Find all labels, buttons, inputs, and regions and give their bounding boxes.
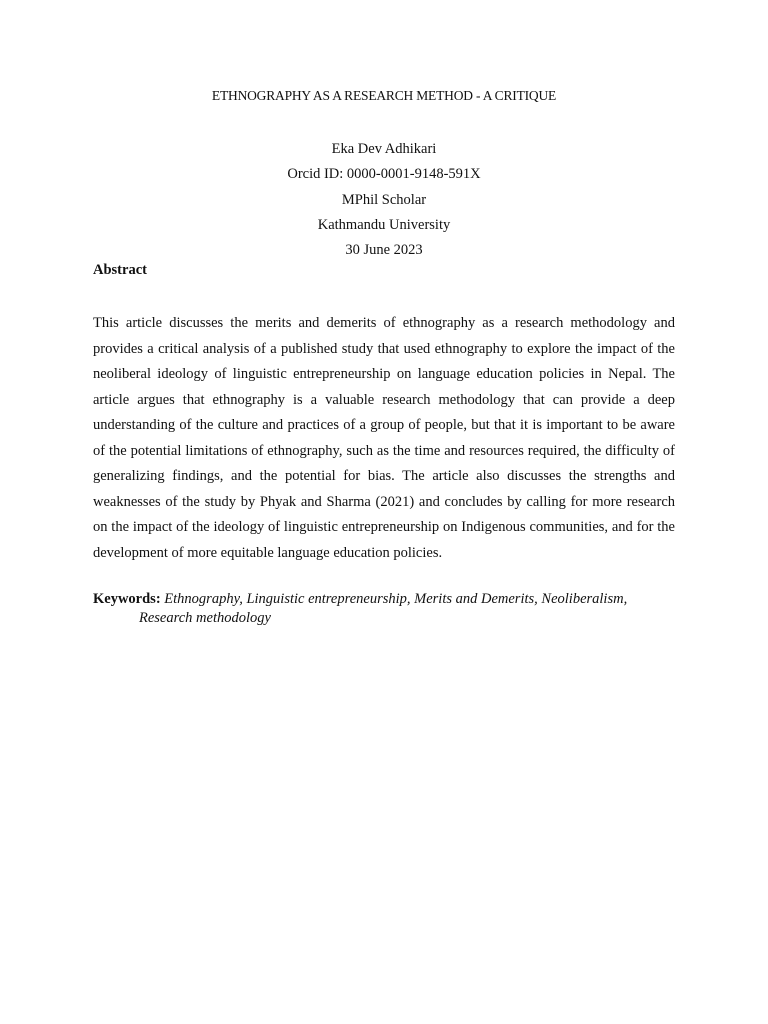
keywords-section	[93, 590, 675, 628]
keywords-list: Ethnography, Linguistic entrepreneurship, Merits and Demerits, Neoliberalism, Research methodology	[139, 591, 628, 626]
keywords-label: Keywords:	[93, 591, 161, 607]
paper-title: ETHNOGRAPHY AS A RESEARCH METHOD - A CRITIQUE	[211, 88, 557, 103]
author-block	[0, 137, 768, 263]
abstract-body: This article discusses the merits and demerits of ethnography as a research methodology and provides a critical analysis of a published study that used ethnography to explore the impact of the neoliberal ideology of linguistic entrepreneurship on language education policies in Nepal. The article argues that ethnography is a valuable research methodology that can provide a deep understanding of the culture and practices of a group of people, but that it is important to be aware of the potential limitations of ethnography, such as the time and resources required, the difficulty of generalizing findings, and the potential for bias. The article also discusses the strengths and weaknesses of the study by Phyak and Sharma (2021) and concludes by calling for more research on the impact of the ideology of linguistic entrepreneurship on Indigenous communities, and for the development of more equitable language education policies.	[93, 315, 675, 561]
author-affiliation: Kathmandu University	[317, 216, 451, 233]
publication-date: 30 June 2023	[345, 242, 423, 259]
author-name: Eka Dev Adhikari	[331, 141, 437, 157]
abstract-heading: Abstract	[93, 262, 147, 278]
author-orcid: Orcid ID: 0000-0001-9148-591X	[287, 166, 481, 183]
author-position: MPhil Scholar	[341, 191, 427, 208]
